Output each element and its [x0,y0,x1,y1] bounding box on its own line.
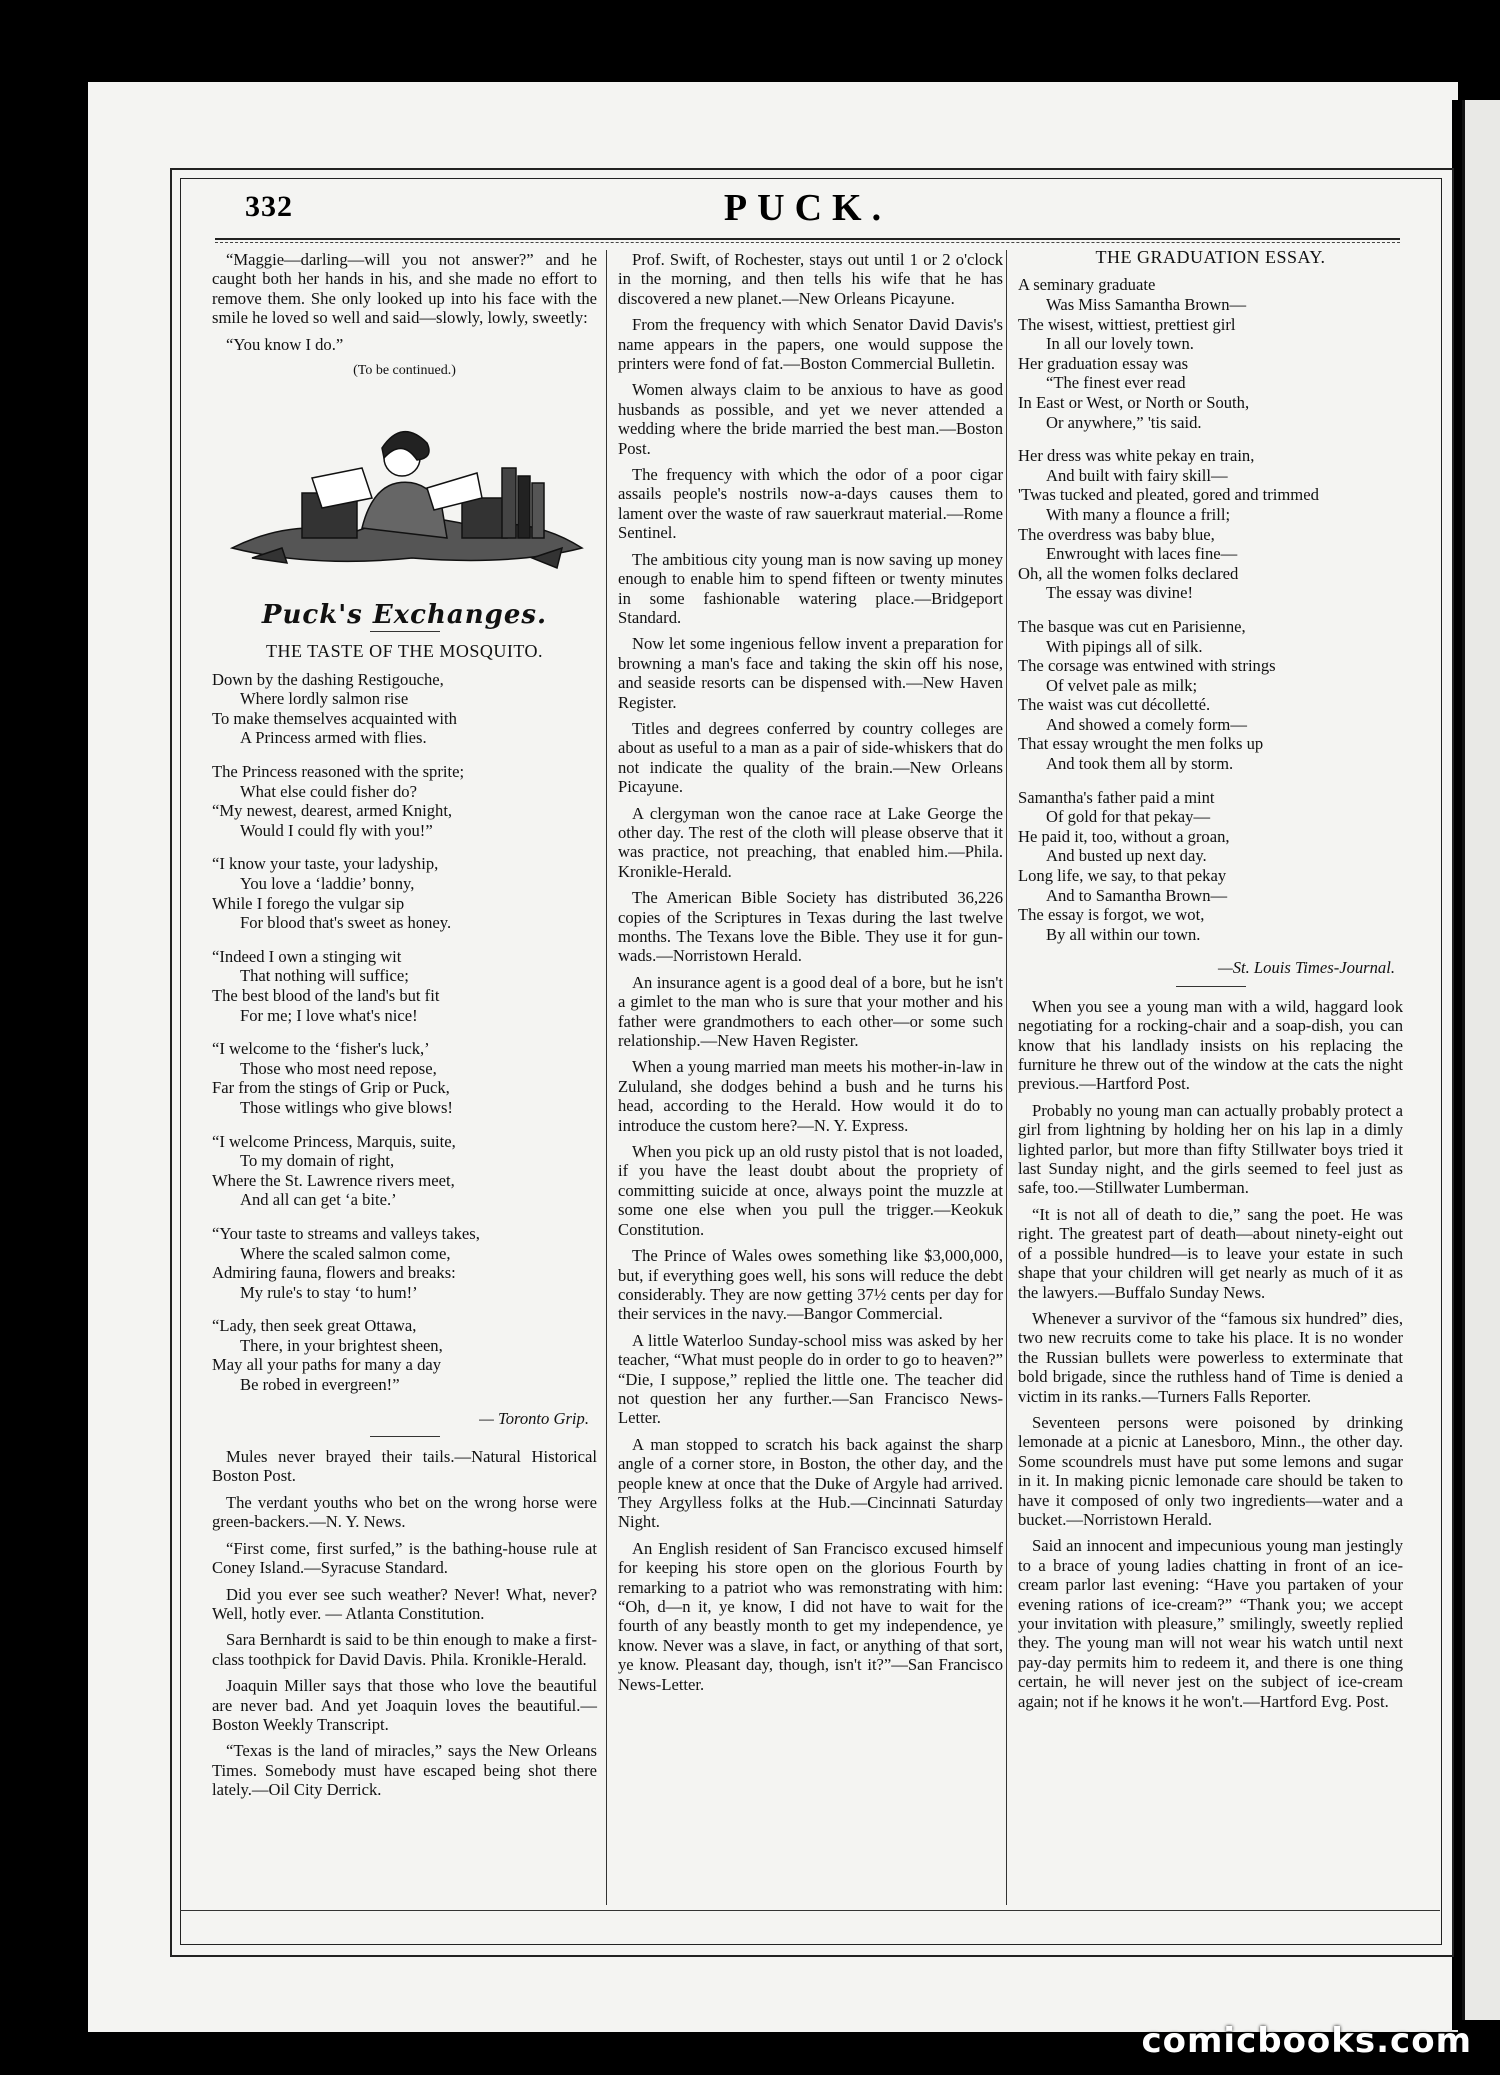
news-item: Prof. Swift, of Rochester, stays out until 1 or 2 o'clock in the morning, and then tells his wife that he has discovered a new planet.—New Orleans Picayune. [618,250,1003,308]
column-2 [618,250,1003,1701]
news-item: Did you ever see such weather? Never! What, never? Well, hotly ever. — Atlanta Constitution. [212,1584,597,1623]
poem-line: Oh, all the women folks declared [1018,563,1239,583]
news-item: An English resident of San Francisco excused himself for keeping his store open on the glorious Fourth by remarking to a patriot who was remonstrating with him: “Oh, d—n it, ye know, I did not have to wait for the fourth of any beastly month to get my independence, ye know. Never was a slave, in fact, or anything of that sort, ye know. Pleasant day, though, isn't it?”—San Francisco News-Letter. [618,1538,1003,1694]
news-item: Mules never brayed their tails.—Natural Historical Boston Post. [212,1447,597,1486]
poem-line: Of gold for that pekay— [1046,807,1211,827]
poem-line: Where lordly salmon rise [240,689,409,709]
poem-line: That essay wrought the men folks up [1018,734,1264,754]
news-item: “Texas is the land of miracles,” says the New Orleans Times. Somebody must have escaped being shot there lately.—Oil City Derrick. [212,1741,597,1800]
poem-line: “My newest, dearest, armed Knight, [212,801,453,821]
poem-line: With pipings all of silk. [1046,636,1203,656]
poem-line: May all your paths for many a day [212,1355,442,1375]
poem-line: And took them all by storm. [1046,754,1234,774]
poem-body [1018,275,1403,944]
poem-line: 'Twas tucked and pleated, gored and trimmed [1018,485,1319,505]
news-item: Women always claim to be anxious to have as good husbands as possible, and yet we never attended a wedding where the bride married the best man.—Boston Post. [618,380,1003,458]
poem-line: And all can get ‘a bite.’ [240,1190,397,1210]
poem-stanza [212,854,597,932]
adjacent-page-edge [1462,100,1500,2020]
poem-stanza [1018,446,1403,603]
poem-line: He paid it, too, without a groan, [1018,826,1230,846]
poem-line: A Princess armed with flies. [240,728,427,748]
item-list [1018,997,1403,1711]
bottom-rule [180,1910,1440,1911]
poem-line: To my domain of right, [240,1151,395,1171]
poem-stanza [1018,617,1403,774]
news-item: The Prince of Wales owes something like $3,000,000, but, if everything goes well, his sons will reduce the debt considerably. They are now getting 37½ cents per day for their services in the navy.—Bangor Commercial. [618,1246,1003,1324]
poem-line: While I forego the vulgar sip [212,893,405,913]
page-header [215,187,1400,232]
poem-line: The essay was divine! [1046,583,1193,603]
poem-line: “I welcome Princess, Marquis, suite, [212,1131,456,1151]
poem-line: Or anywhere,” 'tis said. [1046,412,1202,432]
poem-stanza [1018,275,1403,432]
news-item: Joaquin Miller says that those who love the beautiful are never bad. And yet Joaquin loves the beautiful.—Boston Weekly Transcript. [212,1676,597,1734]
news-item: When a young married man meets his mother-in-law in Zululand, she dodges behind a bush and he turns his head, according to the Herald. How would it do to introduce the custom here?—N. Y. Express. [618,1057,1003,1135]
news-item: Sara Bernhardt is said to be thin enough to make a first-class toothpick for David Davis. Phila. Kronikle-Herald. [212,1630,597,1669]
poem-line: Far from the stings of Grip or Puck, [212,1078,450,1098]
poem-credit: — Toronto Grip. [479,1408,589,1428]
column-3 [1018,247,1403,1718]
poem-title: THE TASTE OF THE MOSQUITO. [265,641,544,662]
poem-line: “I welcome to the ‘fisher's luck,’ [212,1039,430,1059]
poem-line: What else could fisher do? [240,781,417,801]
poem-line: In all our lovely town. [1046,334,1194,354]
poem-line: “Lady, then seek great Ottawa, [212,1316,417,1336]
poem-line: “The finest ever read [1046,373,1186,393]
poem-line: Her dress was white pekay en train, [1018,446,1255,466]
news-item: The verdant youths who bet on the wrong horse were green-backers.—N. Y. News. [212,1492,597,1532]
poem-line: For blood that's sweet as honey. [240,913,452,933]
poem-line: The Princess reasoned with the sprite; [212,762,465,782]
poem-line: Her graduation essay was [1018,353,1189,373]
poem-stanza [212,1132,597,1210]
poem-line: To make themselves acquainted with [212,708,457,728]
poem-line: A seminary graduate [1018,275,1156,295]
news-item: Seventeen persons were poisoned by drinking lemonade at a picnic at Lanesboro, Minn., the other day. Some scoundrels must have put some lemons and sugar in it. In making picnic lemonade care should be taken to have it composed of only two ingredients—water and a bucket.—Norristown Herald. [1018,1412,1403,1529]
poem-line: Samantha's father paid a mint [1018,787,1215,807]
poem-line: You love a ‘laddie’ bonny, [240,874,415,893]
item-list [212,1447,597,1800]
separator [1176,986,1246,987]
poem-line: That nothing will suffice; [240,966,409,986]
poem-line: Long life, we say, to that pekay [1018,866,1227,886]
page-number: 332 [245,190,293,223]
news-item: The frequency with which the odor of a poor cigar assails people's nostrils now-a-days causes them to lament over the waste of raw sauerkraut material.—Rome Sentinel. [618,465,1003,543]
poem-line: Where the scaled salmon come, [240,1243,451,1263]
poem-line: Of velvet pale as milk; [1046,675,1198,695]
masthead: PUCK. [723,187,892,229]
column-rule-1 [606,250,607,1905]
poem-stanza [212,762,597,840]
poem-line: In East or West, or North or South, [1018,392,1250,412]
poem-stanza [212,1316,597,1394]
poem-line: And to Samantha Brown— [1046,885,1228,905]
poem-line: The corsage was entwined with strings [1018,656,1276,676]
news-item: Titles and degrees conferred by country colleges are about as useful to a man as a pair of side-whiskers that do not indicate the quality of the brain.—New Orleans Picayune. [618,718,1003,797]
poem-line: Those witlings who give blows! [240,1097,453,1117]
header-rule [215,238,1400,240]
section-title: Puck's Exchanges. [261,599,548,630]
poem-line: My rule's to stay ‘to hum!’ [240,1282,418,1302]
header-rule-dashed [215,242,1400,243]
news-item: Whenever a survivor of the “famous six hundred” dies, two new recruits come to take his place. It is no wonder the Russian bullets were powerless to exterminate that bold brigade, since the ruthless hand of Time is denied a victim in its ranks.—Turners Falls Reporter. [1018,1308,1403,1406]
poem-stanza [1018,788,1403,945]
poem-body [212,670,597,1395]
poem-line: The essay is forgot, we wot, [1018,905,1205,925]
news-item: When you see a young man with a wild, haggard look negotiating for a rocking-chair and a soap-dish, you can know that his landlady insists on his replacing the furniture he threw out of the window at the cats the night previous.—Hartford Post. [1018,996,1403,1094]
news-item: Said an innocent and impecunious young man jestingly to a brace of young ladies chatting in front of an ice-cream parlor last evening: “Have you partaken of your evening rations of ice-cream?” “Thank you; we accept your invitation with pleasure,” smilingly, sweetly replied they. The young man will not wear his watch until next pay-day permits him to redeem it, and there is one thing certain, he will never jest on the subject of ice-cream again; not if he knows it he won't.—Hartford Evg. Post. [1018,1536,1403,1711]
poem-line: There, in your brightest sheen, [240,1335,443,1355]
column-rule-2 [1006,250,1007,1905]
poem-line: Where the St. Lawrence rivers meet, [212,1170,455,1190]
news-item: The ambitious city young man is now saving up money enough to enable him to spend fifteen or twenty minutes in some fashionable watering place.—Bridgeport Standard. [618,549,1003,627]
poem-line: Admiring fauna, flowers and breaks: [212,1263,456,1283]
news-item: A clergyman won the canoe race at Lake George the other day. The rest of the cloth will please observe that it was practice, not preaching, that enabled him.—Phila. Kronikle-Herald. [618,803,1003,881]
serial-paragraph: “Maggie—darling—will you not answer?” and he caught both her hands in his, and she made no effort to remove them. She only looked up into his face with the smile he loved so well and said—slowly, lowly, sweetly: [212,250,597,328]
news-item: From the frequency with which Senator David Davis's name appears in the papers, one would suppose the printers were fond of fat.—Boston Commercial Bulletin. [618,315,1003,374]
poem-line: The basque was cut en Parisienne, [1018,616,1246,636]
poem-line: And showed a comely form— [1046,714,1247,734]
separator [370,631,440,632]
poem-stanza [212,1224,597,1302]
news-item: The American Bible Society has distributed 36,226 copies of the Scriptures in Texas during the last twelve months. The Texans love the Bible. They use it for gun-wads.—Norristown Herald. [618,888,1003,966]
news-item: Now let some ingenious fellow invent a preparation for browning a man's face and taking the skin off his nose, and seaside resorts can be dispensed with.—New Haven Register. [618,634,1003,712]
poem-line: Those who most need repose, [240,1058,437,1078]
watermark: comicbooks.com [1141,2021,1472,2061]
column-1 [212,250,597,1807]
poem-line: The wisest, wittiest, prettiest girl [1018,314,1236,334]
to-be-continued: (To be continued.) [353,363,456,379]
poem-line: “Your taste to streams and valleys takes, [212,1223,480,1243]
poem-title: THE GRADUATION ESSAY. [1095,247,1326,267]
news-item: When you pick up an old rusty pistol that is not loaded, if you have the least doubt about the propriety of committing suicide at once, always point the muzzle at some one else when you pull the trigger.—Keokuk Constitution. [618,1142,1003,1239]
poem-line: And built with fairy skill— [1046,465,1228,485]
news-item: A man stopped to scratch his back against the sharp angle of a corner store, in Boston, the other day, and the people knew at once that the Duke of Argyle had arrived. They Argylless folks at the Hub.—Cincinnati Saturday Night. [618,1434,1003,1532]
poem-stanza [212,947,597,1025]
news-item: “First come, first surfed,” is the bathing-house rule at Coney Island.—Syracuse Standard. [212,1538,597,1578]
poem-credit: —St. Louis Times-Journal. [1217,958,1395,978]
poem-line: Enwrought with laces fine— [1046,544,1238,564]
poem-line: Would I could fly with you!” [240,820,433,840]
poem-line: The overdress was baby blue, [1018,524,1215,544]
exchanges-vignette-illustration [212,398,597,593]
poem-line: And busted up next day. [1046,846,1207,866]
item-list [618,250,1003,1694]
news-item: An insurance agent is a good deal of a bore, but he isn't a gimlet to the man who is sure that your mother and his father were grandmothers to each other—or some such relationship.—New Haven Register. [618,972,1003,1051]
news-item: A little Waterloo Sunday-school miss was asked by her teacher, “What must people do in order to go to heaven?” “Die, I suppose,” replied the little one. The teacher did not question her any further.—San Francisco News-Letter. [618,1330,1003,1428]
poem-line: With many a flounce a frill; [1046,504,1231,524]
separator [370,1436,440,1437]
poem-line: “Indeed I own a stinging wit [212,946,402,966]
news-item: “It is not all of death to die,” sang the poet. He was right. The greatest part of death—about ninety-eight out of a possible hundred—is to leave your estate in such shape that your children will get nearly as much of it as the lawyers.—Buffalo Sunday News. [1018,1204,1403,1302]
poem-line: Be robed in evergreen!” [240,1375,400,1395]
poem-line: Was Miss Samantha Brown— [1046,295,1247,314]
poem-stanza [212,1039,597,1117]
poem-line: By all within our town. [1046,924,1201,944]
poem-stanza [212,670,597,748]
poem-line: For me; I love what's nice! [240,1005,418,1025]
serial-paragraph: “You know I do.” [226,334,344,354]
poem-line: The best blood of the land's but fit [212,985,440,1005]
poem-line: Down by the dashing Restigouche, [212,669,444,689]
poem-line: “I know your taste, your ladyship, [212,854,439,874]
poem-line: The waist was cut décolletté. [1018,695,1211,715]
news-item: Probably no young man can actually probably protect a girl from lightning by holding her on his lap in a dimly lighted parlor, but more than fifty Stillwater boys tried it last Sunday night, and the girls seemed to feel just as safe, too.—Stillwater Lumberman. [1018,1100,1403,1198]
